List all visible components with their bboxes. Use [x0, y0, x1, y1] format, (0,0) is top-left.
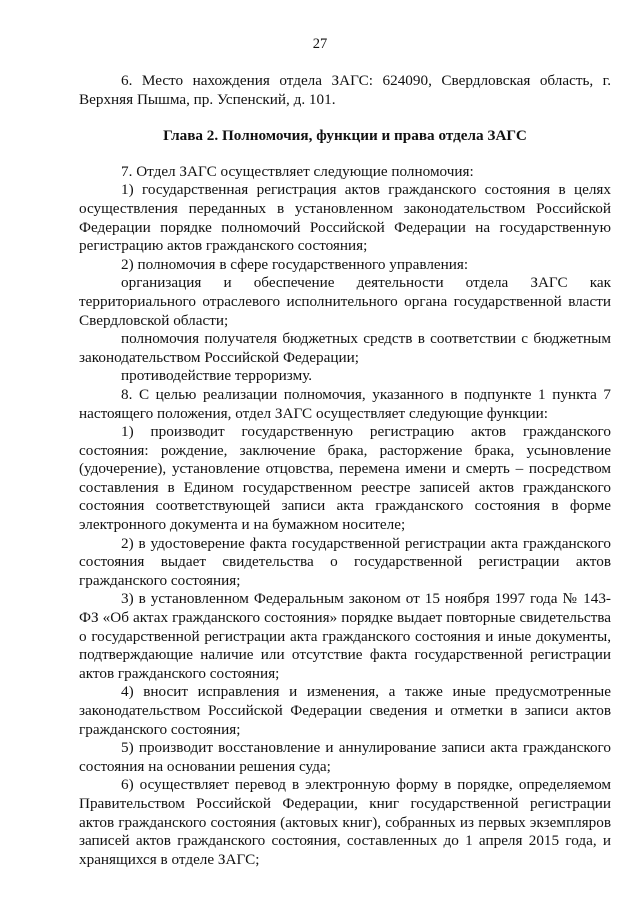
paragraph-7-item-2-organization: организация и обеспечение деятельности отдела ЗАГС как территориального отраслевого исполнительного органа государственной власти Свердловской области;: [79, 274, 611, 329]
document-body: [79, 72, 611, 869]
paragraph-8-item-5: 5) производит восстановление и аннулирование записи акта гражданского состояния на основании решения суда;: [79, 739, 611, 775]
paragraph-7-item-2-budget: полномочия получателя бюджетных средств в соответствии с бюджетным законодательством Российской Федерации;: [79, 330, 611, 366]
paragraph-7-item-1: 1) государственная регистрация актов гражданского состояния в целях осуществления переданных в установленном законодательством Российской Федерации порядке полномочий Российской Федерации на государственную регистрацию актов гражданского состояния;: [79, 181, 611, 255]
paragraph-8-item-6: 6) осуществляет перевод в электронную форму в порядке, определяемом Правительством Российской Федерации, книг государственной регистрации актов гражданского состояния (актовых книг), собранных из первых экземпляров записей актов гражданского состояния, составленных до 1 апреля 2015 года, и хранящихся в отделе ЗАГС;: [79, 776, 611, 868]
paragraph-8-intro: 8. С целью реализации полномочия, указанного в подпункте 1 пункта 7 настоящего положения, отдел ЗАГС осуществляет следующие функции:: [79, 385, 611, 422]
page-number: 27: [312, 36, 328, 52]
paragraph-6-location: 6. Место нахождения отдела ЗАГС: 624090, Свердловская область, г. Верхняя Пышма, пр. Успенский, д. 101.: [79, 72, 611, 108]
paragraph-8-item-4: 4) вносит исправления и изменения, а также иные предусмотренные законодательством Российской Федерации сведения и отметки в записи актов гражданского состояния;: [79, 683, 611, 738]
paragraph-8-item-1: 1) производит государственную регистрацию актов гражданского состояния: рождение, заключение брака, расторжение брака, усыновление (удочерение), установление отцовства, перемена имени и смерть – посредством составления в Едином государственном реестре записей актов гражданского состояния соответствующей записи акта гражданского состояния в форме электронного документа и на бумажном носителе;: [79, 423, 611, 534]
paragraph-7-item-2-terrorism: противодействие терроризму.: [121, 367, 313, 385]
paragraph-7-item-2: 2) полномочия в сфере государственного управления:: [121, 255, 469, 273]
paragraph-7-intro: 7. Отдел ЗАГС осуществляет следующие полномочия:: [121, 162, 474, 180]
chapter-heading: Глава 2. Полномочия, функции и права отдела ЗАГС: [163, 127, 527, 145]
paragraph-8-item-3: 3) в установленном Федеральным законом от 15 ноября 1997 года № 143-ФЗ «Об актах гражданского состояния» порядке выдает повторные свидетельства о государственной регистрации акта гражданского состояния и иные документы, подтверждающие наличие или отсутствие факта государственной регистрации актов гражданского состояния;: [79, 590, 611, 682]
paragraph-8-item-2: 2) в удостоверение факта государственной регистрации акта гражданского состояния выдает свидетельства о государственной регистрации актов гражданского состояния;: [79, 534, 611, 589]
